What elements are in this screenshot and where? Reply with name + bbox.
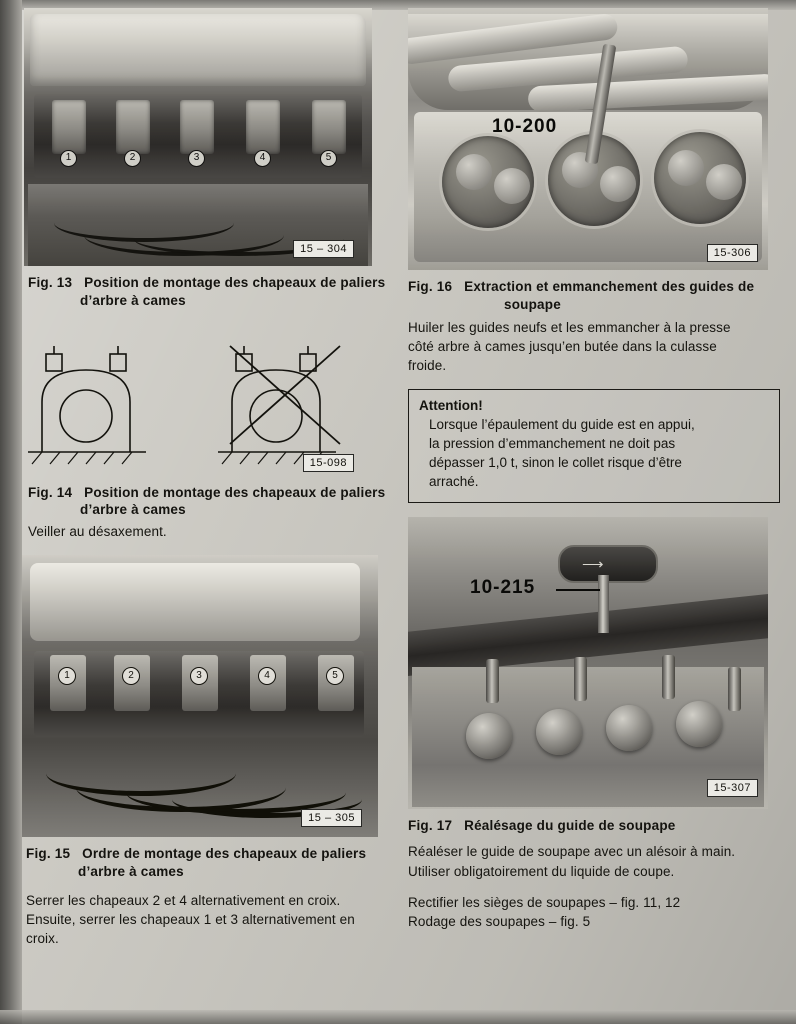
bearing-cap [52,100,86,154]
cap-number-2: 2 [122,667,140,685]
figure-13-caption-line1: Position de montage des chapeaux de paliers [84,275,386,290]
figure-16-body [408,318,780,375]
cap-number-5: 5 [326,667,344,685]
valve-seat [668,150,704,186]
cap-number-3: 3 [188,150,205,167]
figure-16-caption-line1: Extraction et emmanchement des guides de [464,279,755,294]
figure-15-body-line3: croix. [26,931,59,947]
right-column [408,8,780,1016]
figure-13-number: Fig. 13 [28,275,73,290]
valve-spring [536,709,582,755]
figure-15-image-tag: 15 – 305 [301,809,362,827]
cap-number-4: 4 [254,150,271,167]
figure-17-leader-line [556,589,600,591]
valve-stud [486,659,499,703]
figure-17-body-line4: Rodage des soupapes – fig. 5 [408,913,591,929]
figure-14-number: Fig. 14 [28,484,73,500]
figure-17-photo [408,517,768,809]
left-column [22,8,394,1016]
figure-14-caption [22,484,394,520]
figure-15-body-line2: Ensuite, serrer les chapeaux 1 et 3 alternativement en [26,912,355,928]
figure-15-body [22,891,394,948]
figure-14-caption-line1: Position de montage des chapeaux de paliers [84,484,386,500]
reamer-shaft [598,575,609,633]
figure-14-caption-line2: d’arbre à cames [80,502,186,518]
cap-number-4: 4 [258,667,276,685]
valve-spring [466,713,512,759]
figure-17-body [408,842,780,931]
bearing-cap [312,100,346,154]
cap-number-3: 3 [190,667,208,685]
cap-number-1: 1 [58,667,76,685]
figure-17-image-tag: 15-307 [707,779,758,797]
scan-edge-left [0,0,22,1024]
attention-line4: arraché. [429,473,479,489]
figure-14-body: Veiller au désaxement. [28,524,167,540]
figure-16-image-tag: 15-306 [707,244,758,262]
figure-16-tool-label: 10-200 [492,116,558,137]
figure-14-diagram [24,324,376,476]
attention-title: Attention! [419,398,483,414]
attention-line1: Lorsque l’épaulement du guide est en appui, [429,417,695,433]
cap-number-1: 1 [60,150,77,167]
valve-spring [606,705,652,751]
figure-15-caption-line1: Ordre de montage des chapeaux de paliers [82,846,367,862]
figure-15-number: Fig. 15 [26,846,71,862]
figure-15-caption-line2: d’arbre à cames [78,864,184,880]
figure-15-photo [22,555,378,837]
cap-number-2: 2 [124,150,141,167]
bearing-cap [116,100,150,154]
figure-16-photo [408,8,768,270]
figure-17-caption [408,817,780,835]
figure-13-caption [22,274,394,310]
figure-17-body-line2: Utiliser obligatoirement du liquide de coupe. [408,863,675,879]
figure-17-body-line1: Réaléser le guide de soupape avec un alésoir à main. [408,844,736,860]
attention-line3: dépasser 1,0 t, sinon le collet risque d’être [429,454,682,470]
valve-stud [662,655,675,699]
figure-17-number: Fig. 17 [408,817,453,833]
figure-16-caption-line2: soupape [504,296,561,312]
figure-16-body-line2: côté arbre à cames jusqu’en butée dans la culasse [408,338,717,354]
figure-15-caption [22,845,394,881]
attention-box [408,389,780,503]
figure-15-body-line1: Serrer les chapeaux 2 et 4 alternativement en croix. [26,893,341,909]
arrow-icon: ⟶ [582,555,604,573]
figure-13-image-tag: 15 – 304 [293,240,354,258]
valve-stud [728,667,741,711]
valve-seat [456,154,492,190]
figure-16-body-line1: Huiler les guides neufs et les emmancher à la presse [408,319,731,335]
figure-17-body-line3: Rectifier les sièges de soupapes – fig. 11, 12 [408,894,681,910]
cap-number-5: 5 [320,150,337,167]
figure-13-photo [24,8,372,266]
attention-line2: la pression d’emmanchement ne doit pas [429,435,676,451]
valve-seat [706,164,742,200]
valve-seat [600,166,636,202]
attention-text [419,416,769,492]
valve-seat [494,168,530,204]
cam-cover [30,14,366,86]
figure-17-tool-label: 10-215 [470,576,536,598]
bearing-cap [180,100,214,154]
figure-16-caption [408,278,780,314]
figure-13-caption-line2: d’arbre à cames [80,292,186,308]
valve-spring [676,701,722,747]
valve-stud [574,657,587,701]
figure-16-body-line3: froide. [408,357,447,373]
figure-17-caption-line1: Réalésage du guide de soupape [464,817,676,833]
cam-cover [30,563,360,641]
bearing-cap [246,100,280,154]
figure-16-number: Fig. 16 [408,279,453,294]
figure-14-image-tag: 15-098 [303,454,354,472]
